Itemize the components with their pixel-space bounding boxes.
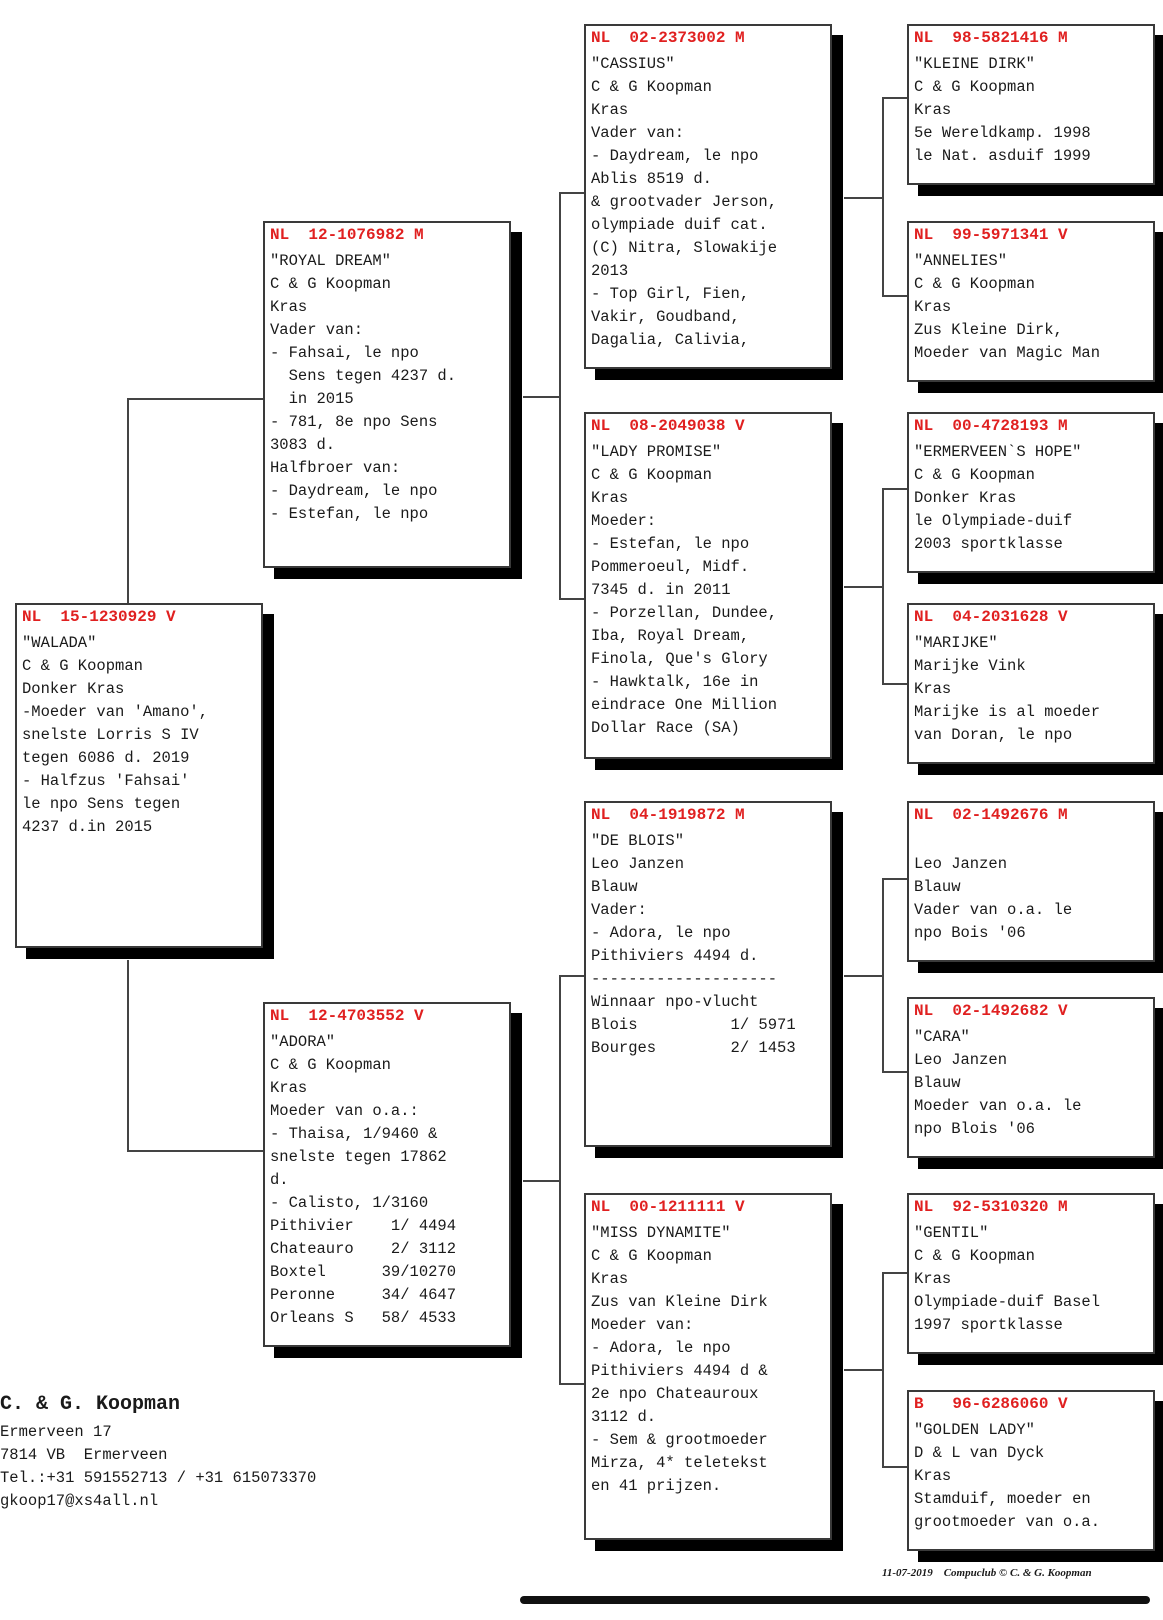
pigeon-info-line: C & G Koopman: [591, 466, 712, 484]
pigeon-name: "MARIJKE": [914, 634, 998, 652]
ring-number: NL 15-1230929 V: [22, 608, 176, 626]
pigeon-info-line: Blauw: [591, 878, 638, 896]
pigeon-info-line: olympiade duif cat.: [591, 216, 768, 234]
ring-number: NL 12-1076982 M: [270, 226, 424, 244]
owner-city: 7814 VB Ermerveen: [0, 1446, 168, 1464]
pigeon-info-line: - 781, 8e npo Sens: [270, 413, 438, 431]
connector-line: [882, 488, 907, 490]
pigeon-info-line: Donker Kras: [22, 680, 125, 698]
pigeon-name: "ADORA": [270, 1033, 336, 1051]
ring-number: NL 04-2031628 V: [914, 608, 1068, 626]
pigeon-info-line: Vader van o.a. le: [914, 901, 1073, 919]
ring-number: NL 08-2049038 V: [591, 417, 745, 435]
connector-line: [844, 197, 884, 199]
pigeon-info-line: Blauw: [914, 1074, 961, 1092]
pigeon-card: [907, 801, 1155, 962]
ring-number: NL 02-2373002 M: [591, 29, 745, 47]
pigeon-info-line: - Thaisa, 1/9460 &: [270, 1125, 438, 1143]
connector-line: [882, 683, 907, 685]
connector-line: [844, 586, 884, 588]
pigeon-info-line: Peronne 34/ 4647: [270, 1286, 457, 1304]
pigeon-info-line: C & G Koopman: [591, 1247, 712, 1265]
pigeon-name: "KLEINE DIRK": [914, 55, 1035, 73]
pigeon-info-line: Iba, Royal Dream,: [591, 627, 750, 645]
pigeon-info-line: Pommeroeul, Midf.: [591, 558, 750, 576]
pigeon-info-line: in 2015: [270, 390, 354, 408]
pigeon-info-line: Moeder van o.a.:: [270, 1102, 419, 1120]
connector-line: [882, 97, 907, 99]
ring-number: NL 98-5821416 M: [914, 29, 1068, 47]
pigeon-info-line: - Hawktalk, 16e in: [591, 673, 759, 691]
pigeon-info-line: Sens tegen 4237 d.: [270, 367, 457, 385]
pigeon-card: [15, 603, 263, 948]
ring-number: NL 02-1492676 M: [914, 806, 1068, 824]
pigeon-info-line: Zus van Kleine Dirk: [591, 1293, 768, 1311]
pigeon-info-line: (C) Nitra, Slowakije: [591, 239, 778, 257]
pigeon-info-line: Chateauro 2/ 3112: [270, 1240, 457, 1258]
pigeon-info-line: C & G Koopman: [22, 657, 143, 675]
ring-number: NL 00-4728193 M: [914, 417, 1068, 435]
pigeon-info-line: Donker Kras: [914, 489, 1017, 507]
pigeon-info-line: Dagalia, Calivia,: [591, 331, 750, 349]
pigeon-info-line: Finola, Que's Glory: [591, 650, 768, 668]
pigeon-info-line: 1997 sportklasse: [914, 1316, 1063, 1334]
connector-line: [882, 1071, 907, 1073]
pigeon-info-line: Kras: [591, 101, 629, 119]
pigeon-info-line: C & G Koopman: [270, 1056, 391, 1074]
pigeon-info-line: d.: [270, 1171, 289, 1189]
pigeon-info-line: - Adora, le npo: [591, 924, 731, 942]
pigeon-info-line: Vader van:: [591, 124, 685, 142]
pigeon-info-line: Bourges 2/ 1453: [591, 1039, 796, 1057]
pigeon-info-line: Pithiviers 4494 d &: [591, 1362, 768, 1380]
pigeon-info-line: - Sem & grootmoeder: [591, 1431, 768, 1449]
pigeon-card: [263, 221, 511, 568]
pigeon-info-line: Pithiviers 4494 d.: [591, 947, 759, 965]
pigeon-info-line: eindrace One Million: [591, 696, 778, 714]
pigeon-info-line: 2003 sportklasse: [914, 535, 1063, 553]
connector-line: [882, 878, 907, 880]
owner-street: Ermerveen 17: [0, 1423, 112, 1441]
pigeon-card: [907, 603, 1155, 764]
pigeon-name: "GOLDEN LADY": [914, 1421, 1035, 1439]
pigeon-info-line: Kras: [591, 489, 629, 507]
connector-line: [559, 975, 561, 1385]
pigeon-info-line: - Fahsai, le npo: [270, 344, 419, 362]
pigeon-info-line: Moeder van Magic Man: [914, 344, 1101, 362]
pigeon-info-line: C & G Koopman: [914, 275, 1035, 293]
pigeon-info-line: snelste tegen 17862: [270, 1148, 447, 1166]
pigeon-info-line: Boxtel 39/10270: [270, 1263, 457, 1281]
pigeon-info-line: 2013: [591, 262, 629, 280]
pigeon-info-line: Blauw: [914, 878, 961, 896]
horizontal-scrollbar[interactable]: [520, 1596, 1150, 1604]
pigeon-name: [914, 830, 1148, 853]
pigeon-card: [907, 1193, 1155, 1354]
ring-number: NL 99-5971341 V: [914, 226, 1068, 244]
connector-line: [127, 398, 129, 605]
pigeon-info-line: le Olympiade-duif: [914, 512, 1073, 530]
pigeon-info-line: Leo Janzen: [914, 1051, 1008, 1069]
connector-line: [882, 488, 884, 685]
footer-credit: 11-07-2019 Compuclub © C. & G. Koopman: [882, 1567, 1092, 1579]
pigeon-info-line: grootmoeder van o.a.: [914, 1513, 1101, 1531]
pigeon-info-line: Halfbroer van:: [270, 459, 401, 477]
pigeon-info-line: van Doran, le npo: [914, 726, 1073, 744]
pigeon-info-line: Leo Janzen: [914, 855, 1008, 873]
pigeon-name: "GENTIL": [914, 1224, 989, 1242]
pigeon-card: [907, 1390, 1155, 1551]
pigeon-info-line: Moeder:: [591, 512, 657, 530]
connector-line: [882, 878, 884, 1073]
pigeon-name: "MISS DYNAMITE": [591, 1224, 731, 1242]
pigeon-info-line: - Daydream, le npo: [591, 147, 759, 165]
pigeon-card: [263, 1002, 511, 1347]
owner-phone: Tel.:+31 591552713 / +31 615073370: [0, 1469, 317, 1487]
pigeon-info-line: -Moeder van 'Amano',: [22, 703, 209, 721]
pigeon-info-line: Mirza, 4* teletekst: [591, 1454, 768, 1472]
pigeon-info-line: Kras: [914, 680, 952, 698]
ring-number: NL 02-1492682 V: [914, 1002, 1068, 1020]
pigeon-info-line: C & G Koopman: [914, 78, 1035, 96]
pigeon-info-line: Kras: [591, 1270, 629, 1288]
pigeon-name: "ERMERVEEN`S HOPE": [914, 443, 1082, 461]
pigeon-info-line: - Estefan, le npo: [270, 505, 429, 523]
connector-line: [882, 295, 907, 297]
pigeon-info-line: Ablis 8519 d.: [591, 170, 712, 188]
pigeon-info-line: Orleans S 58/ 4533: [270, 1309, 457, 1327]
pigeon-name: "CARA": [914, 1028, 970, 1046]
pigeon-info-line: Kras: [914, 298, 952, 316]
pigeon-info-line: le npo Sens tegen: [22, 795, 181, 813]
pigeon-info-line: 3083 d.: [270, 436, 336, 454]
connector-line: [844, 975, 884, 977]
connector-line: [559, 192, 584, 194]
pigeon-info-line: npo Bois '06: [914, 924, 1026, 942]
pigeon-info-line: C & G Koopman: [591, 78, 712, 96]
pigeon-info-line: Vakir, Goudband,: [591, 308, 740, 326]
pigeon-card: [584, 1193, 832, 1540]
connector-line: [523, 1180, 561, 1182]
connector-line: [559, 192, 561, 600]
connector-line: [559, 1383, 584, 1385]
pigeon-info-line: le Nat. asduif 1999: [914, 147, 1091, 165]
pigeon-name: "CASSIUS": [591, 55, 675, 73]
pigeon-name: "ANNELIES": [914, 252, 1008, 270]
pigeon-info-line: Leo Janzen: [591, 855, 685, 873]
connector-line: [127, 960, 129, 1152]
pigeon-info-line: Dollar Race (SA): [591, 719, 740, 737]
pigeon-info-line: Zus Kleine Dirk,: [914, 321, 1063, 339]
pigeon-info-line: 4237 d.in 2015: [22, 818, 153, 836]
pigeon-info-line: C & G Koopman: [914, 466, 1035, 484]
pigeon-info-line: Vader van:: [270, 321, 364, 339]
pigeon-info-line: - Calisto, 1/3160: [270, 1194, 429, 1212]
pigeon-info-line: C & G Koopman: [270, 275, 391, 293]
pigeon-info-line: Moeder van:: [591, 1316, 694, 1334]
pigeon-card: [584, 801, 832, 1147]
pigeon-info-line: Kras: [270, 298, 308, 316]
pigeon-info-line: Kras: [914, 1467, 952, 1485]
pigeon-info-line: Marijke is al moeder: [914, 703, 1101, 721]
pigeon-card: [907, 412, 1155, 573]
ring-number: NL 00-1211111 V: [591, 1198, 745, 1216]
connector-line: [127, 398, 263, 400]
pigeon-name: "DE BLOIS": [591, 832, 685, 850]
connector-line: [844, 1369, 884, 1371]
pigeon-info-line: Winnaar npo-vlucht: [591, 993, 759, 1011]
pigeon-info-line: Stamduif, moeder en: [914, 1490, 1091, 1508]
pigeon-info-line: C & G Koopman: [914, 1247, 1035, 1265]
connector-line: [523, 396, 561, 398]
pigeon-info-line: - Adora, le npo: [591, 1339, 731, 1357]
pigeon-info-line: - Daydream, le npo: [270, 482, 438, 500]
pigeon-info-line: D & L van Dyck: [914, 1444, 1045, 1462]
pigeon-info-line: Kras: [914, 1270, 952, 1288]
pigeon-info-line: - Estefan, le npo: [591, 535, 750, 553]
owner-name: C. & G. Koopman: [0, 1393, 181, 1416]
pigeon-info-line: Pithivier 1/ 4494: [270, 1217, 457, 1235]
pigeon-info-line: - Porzellan, Dundee,: [591, 604, 778, 622]
connector-line: [882, 1466, 907, 1468]
pigeon-info-line: Olympiade-duif Basel: [914, 1293, 1101, 1311]
pigeon-info-line: tegen 6086 d. 2019: [22, 749, 190, 767]
pigeon-info-line: 7345 d. in 2011: [591, 581, 731, 599]
pigeon-info-line: - Top Girl, Fien,: [591, 285, 750, 303]
pigeon-card: [584, 412, 832, 759]
pigeon-card: [584, 24, 832, 369]
ring-number: NL 92-5310320 M: [914, 1198, 1068, 1216]
pigeon-info-line: 5e Wereldkamp. 1998: [914, 124, 1091, 142]
connector-line: [882, 1272, 884, 1468]
pigeon-info-line: Marijke Vink: [914, 657, 1026, 675]
connector-line: [127, 1150, 263, 1152]
connector-line: [882, 97, 884, 297]
pigeon-info-line: Vader:: [591, 901, 647, 919]
connector-line: [882, 1272, 907, 1274]
pigeon-card: [907, 997, 1155, 1158]
pigeon-info-line: 2e npo Chateauroux: [591, 1385, 759, 1403]
pigeon-name: "LADY PROMISE": [591, 443, 722, 461]
pigeon-info-line: & grootvader Jerson,: [591, 193, 778, 211]
connector-line: [559, 975, 584, 977]
pigeon-info-line: Kras: [270, 1079, 308, 1097]
connector-line: [559, 598, 584, 600]
pigeon-info-line: npo Blois '06: [914, 1120, 1035, 1138]
pigeon-info-line: 3112 d.: [591, 1408, 657, 1426]
owner-email: gkoop17@xs4all.nl: [0, 1492, 159, 1510]
pigeon-info-line: --------------------: [591, 970, 778, 988]
ring-number: B 96-6286060 V: [914, 1395, 1068, 1413]
pigeon-card: [907, 24, 1155, 185]
pigeon-info-line: en 41 prijzen.: [591, 1477, 722, 1495]
pigeon-info-line: Blois 1/ 5971: [591, 1016, 796, 1034]
pigeon-info-line: Kras: [914, 101, 952, 119]
pigeon-card: [907, 221, 1155, 382]
ring-number: NL 12-4703552 V: [270, 1007, 424, 1025]
pigeon-info-line: Moeder van o.a. le: [914, 1097, 1082, 1115]
pigeon-name: "ROYAL DREAM": [270, 252, 391, 270]
ring-number: NL 04-1919872 M: [591, 806, 745, 824]
pigeon-name: "WALADA": [22, 634, 97, 652]
pigeon-info-line: snelste Lorris S IV: [22, 726, 199, 744]
pigeon-info-line: - Halfzus 'Fahsai': [22, 772, 190, 790]
